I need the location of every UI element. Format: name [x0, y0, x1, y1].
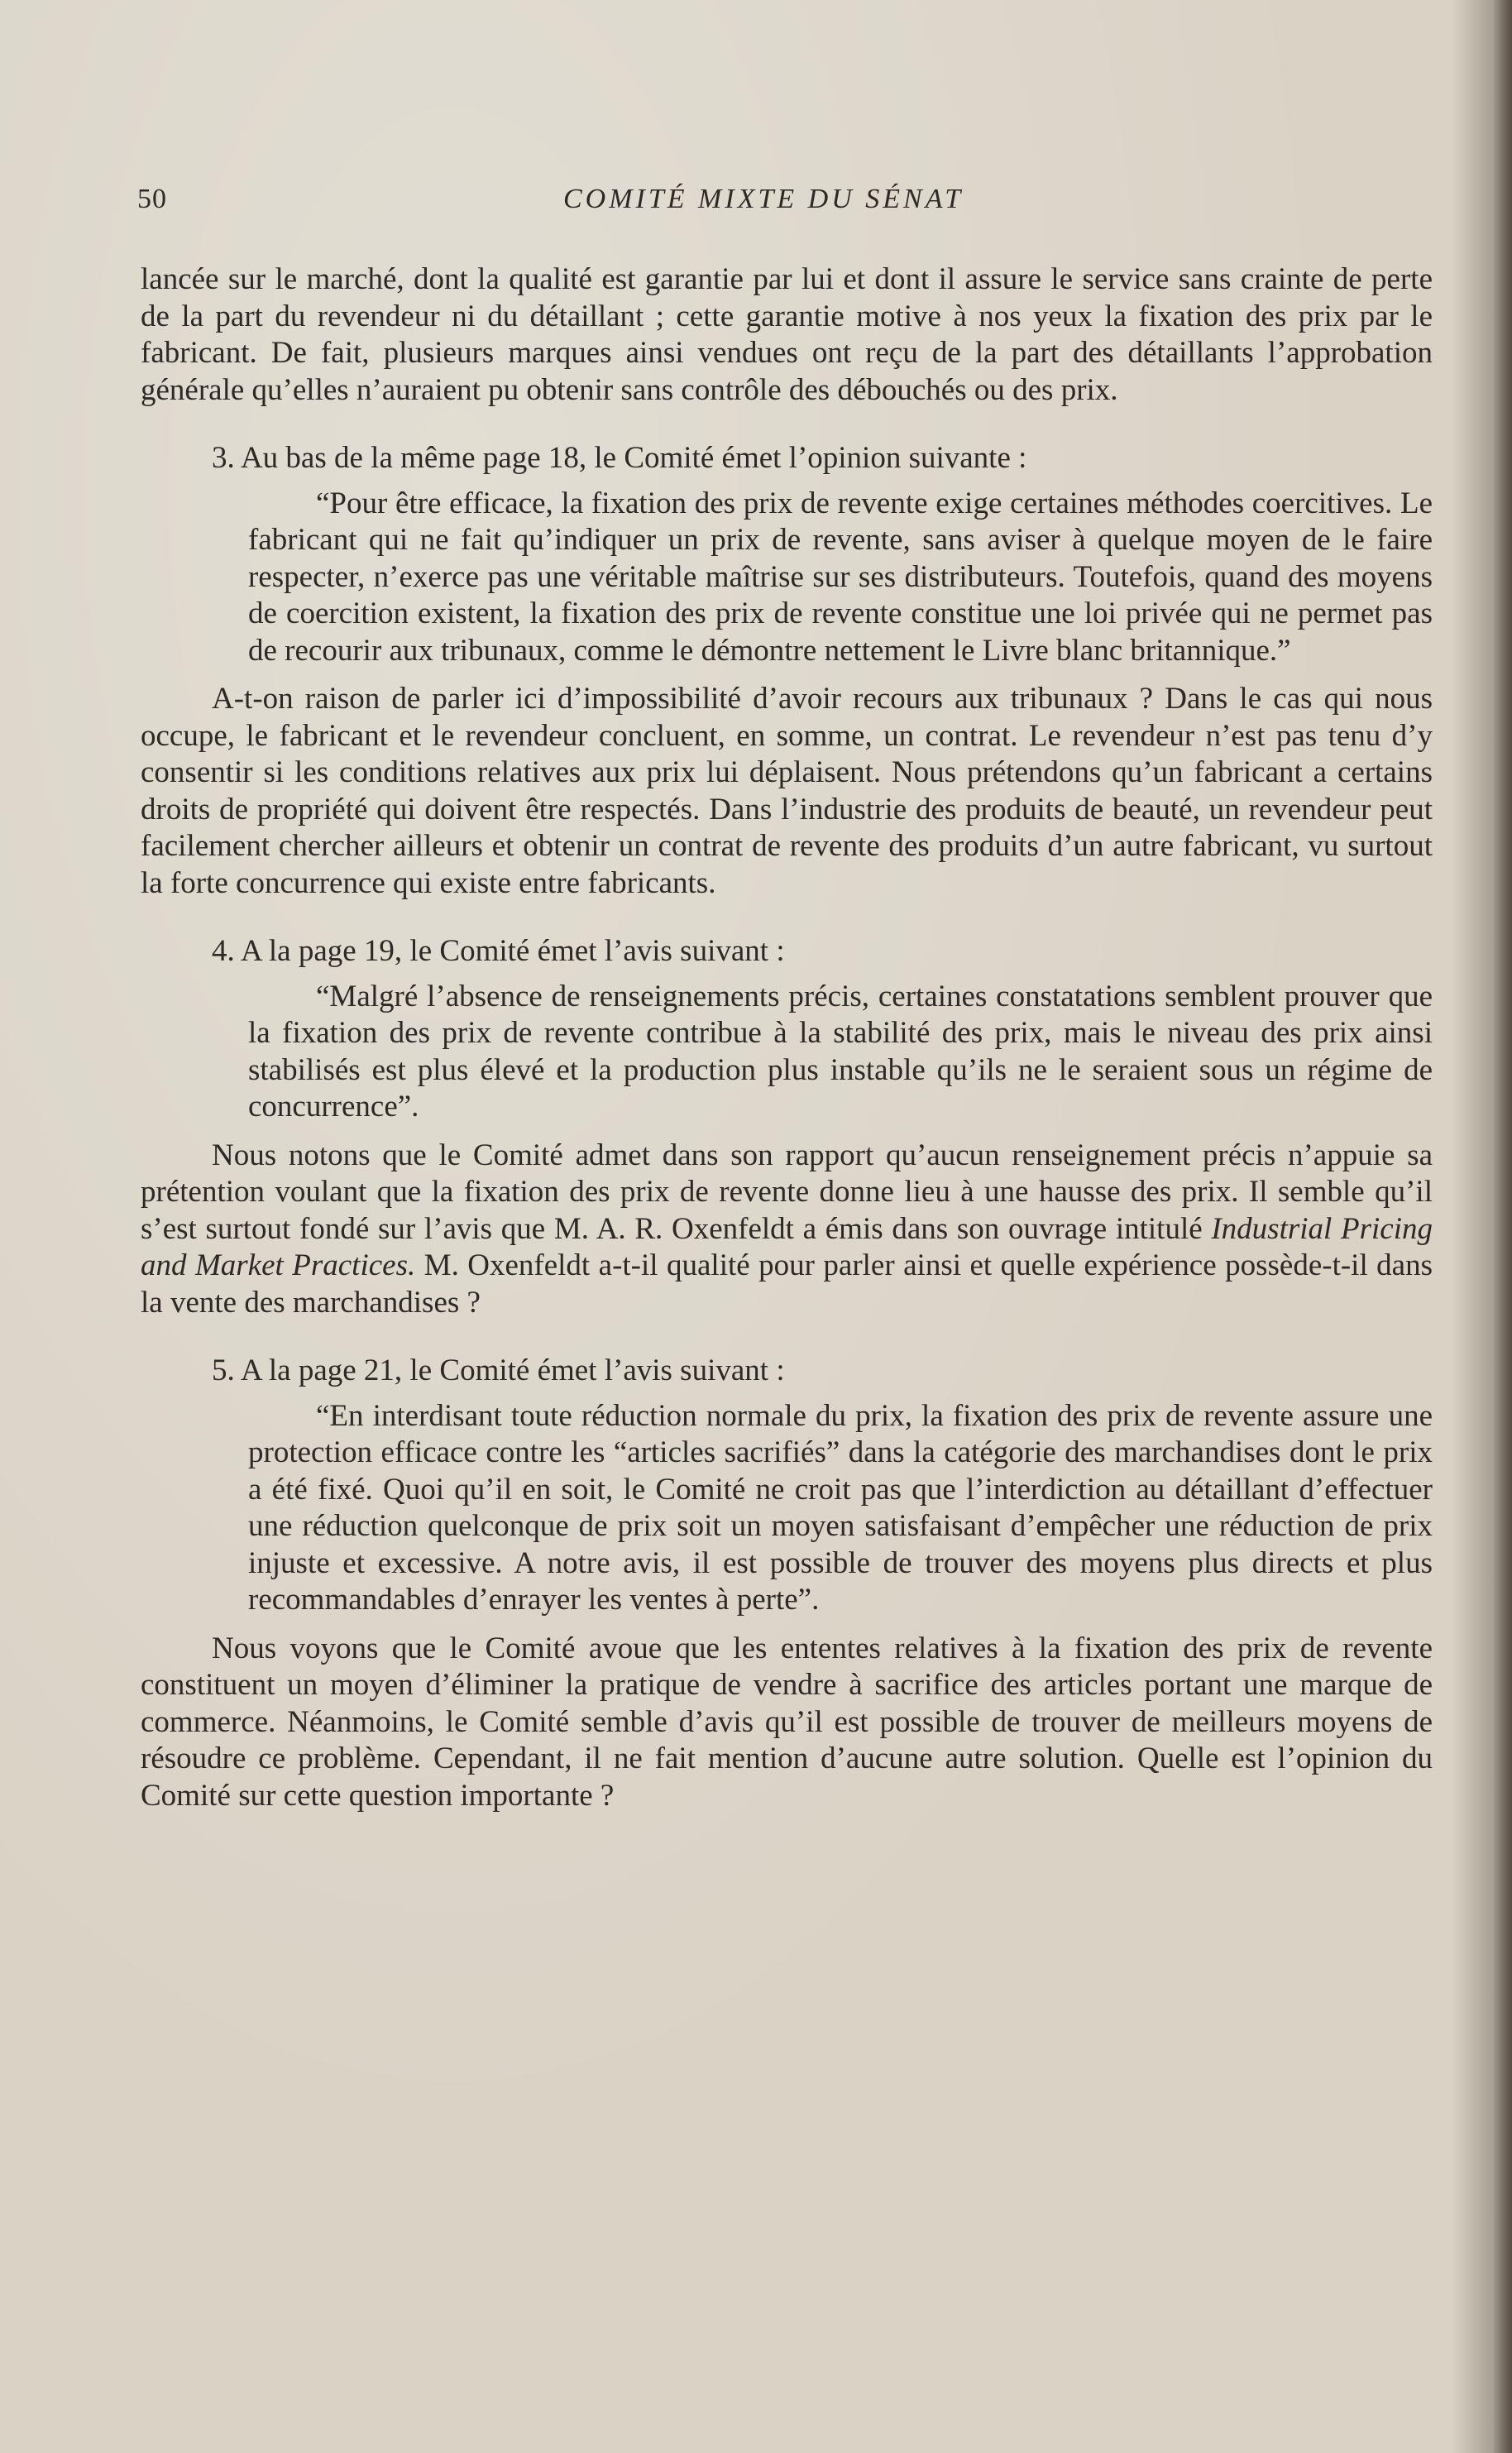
quote-item-4: “Malgré l’absence de renseignements précis, certaines constatations semblent prouver que la fixation des prix de revente contribue à la stabilité des prix, mais le niveau des prix ainsi stabilisés est plus élevé et la production plus instable qu’ils ne le seraient sous un régime de concurrence”.	[248, 979, 1433, 1123]
response-4-text-start: Nous notons que le Comité admet dans son rapport qu’aucun renseignement précis n’appuie sa prétention voulant que la fixation des prix de revente donne lieu à une hausse des prix. Il semble qu’il s’est surtout fondé sur l’avis que M. A. R. Oxenfeldt a émis dans son ouvrage intitulé	[141, 1138, 1433, 1246]
book-title: Industrial Pricing and Market Practices.	[141, 1211, 1433, 1282]
paragraph-continuation: lancée sur le marché, dont la qualité est garantie par lui et dont il assure le service sans crainte de perte de la part du revendeur ni du détaillant ; cette garantie motive à nos yeux la fixation des prix par le fabricant. De fait, plusieurs marques ainsi vendues ont reçu de la part des détaillants l’approbation générale qu’elles n’auraient pu obtenir sans contrôle des débouchés ou des prix.	[141, 262, 1433, 407]
quote-item-3: “Pour être efficace, la fixation des prix de revente exige certaines méthodes coercitives. Le fabricant qui ne fait qu’indiquer un prix de revente, sans aviser à quelque moyen de le faire respecter, n’exerce pas une véritable maîtrise sur ses distributeurs. Toutefois, quand des moyens de coercition existent, la fixation des prix de revente constitue une loi privée qui ne permet pas de recourir aux tribunaux, comme le démontre nettement le Livre blanc britannique.”	[248, 486, 1433, 668]
page-edge-shadow	[1494, 0, 1512, 2453]
item-4-intro: 4. A la page 19, le Comité émet l’avis suivant :	[212, 934, 785, 968]
quote-item-5: “En interdisant toute réduction normale du prix, la fixation des prix de revente assure une protection efficace contre les “articles sacrifiés” dans la catégorie des marchandises dont le prix a été fixé. Quoi qu’il en soit, le Comité ne croit pas que l’interdiction au détaillant d’effectuer une réduction quelconque de prix soit un moyen satisfaisant d’empêcher une réduction de prix injuste et excessive. A notre avis, il est possible de trouver des moyens plus directs et plus recommandables d’enrayer les ventes à perte”.	[248, 1398, 1433, 1617]
paragraph-response-5: Nous voyons que le Comité avoue que les ententes relatives à la fixation des prix de revente constituent un moyen d’éliminer la pratique de vendre à sacrifice des articles portant une marque de commerce. Néanmoins, le Comité semble d’avis qu’il est possible de trouver de meilleurs moyens de résoudre ce problème. Cependant, il ne fait mention d’aucune autre solution. Quelle est l’opinion du Comité sur cette question importante ?	[141, 1631, 1433, 1813]
paragraph-response-3: A-t-on raison de parler ici d’impossibilité d’avoir recours aux tribunaux ? Dans le cas qui nous occupe, le fabricant et le revendeur concluent, en somme, un contrat. Le revendeur n’est pas tenu d’y consentir si les conditions relatives aux prix lui déplaisent. Nous prétendons qu’un fabricant a certains droits de propriété qui doivent être respectés. Dans l’industrie des produits de beauté, un revendeur peut facilement chercher ailleurs et obtenir un contrat de revente des produits d’un autre fabricant, vu surtout la forte concurrence qui existe entre fabricants.	[141, 682, 1433, 900]
running-head: COMITÉ MIXTE DU SÉNAT	[563, 184, 964, 214]
response-4-text-end: M. Oxenfeldt a-t-il qualité pour parler ainsi et quelle expérience possède-t-il dans la vente des marchandises ?	[141, 1248, 1433, 1320]
paragraph-response-4	[141, 1138, 1433, 1322]
page-number: 50	[137, 184, 167, 214]
item-3-intro: 3. Au bas de la même page 18, le Comité émet l’opinion suivante :	[212, 441, 1027, 475]
page-header	[137, 184, 1428, 225]
item-5-intro: 5. A la page 21, le Comité émet l’avis suivant :	[212, 1353, 785, 1387]
page-body	[141, 261, 1433, 1814]
